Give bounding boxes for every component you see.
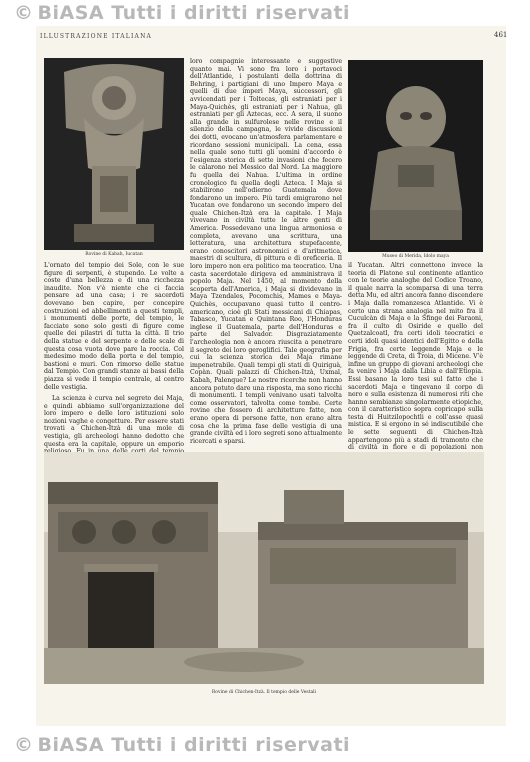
- caption-right-photo: Museo di Merida, Idolo maya: [382, 254, 449, 259]
- photo-maya-idol: [348, 60, 483, 252]
- text-column-right: [348, 262, 483, 450]
- text-column-middle: [190, 58, 342, 450]
- carving-illustration: [44, 58, 184, 250]
- copyright-symbol: ©: [14, 734, 34, 756]
- watermark-text: BiASA Tutti i diritti riservati: [37, 2, 351, 24]
- running-head: ILLUSTRAZIONE ITALIANA: [40, 33, 153, 40]
- paragraph-left-1: L'ornato del tempio dei Sole, con le sue figure di serpenti, è stupendo. Le volte a coste d'una bellezza e di una ricchezza inaudite. Non v'è niente che ci faccia pensare ad una casa; i re sacerdoti dovevano ben capire, per concepire costruzioni ed abbellimenti a questi templi, i monumenti delle porte, del tempio, le facciate sono solo gesti di figure come quelle dei pilastri di tutta la città. Il trio della statue e del serpente e delle scale di questa cosa vuota dove pare la roccia. Col medesimo modo della porta e del tempio, bastioni e muri. Con rimorso delle statue dal Tempio. Con grandi stanze ai bassi della piazza si vede il tempio centrale, al centro delle vestigia.: [44, 262, 184, 391]
- paragraph-middle: loro compagnie interessante e suggestive quanto mai. Vi sono fra loro i portavoci dell'Atlantide, i postulanti della dottrina di Behring, i partigiani di uno Impero Maya e quelli di due imperi Maya, successori, gli avvicendati per i Toltecas, gli estraniati per i Maya-Quichès, gli estraniati per i Nahua, gli estraniati per gli Aztecas, ecc. A sera, il suono alla grande in sulfurolese nelle rovine e il silenzio della campagna, le vivide discussioni dei dotti, evocano un'atmosfera parlamentare e ricordano sessioni municipali. La cena, essa nella quale sono tutti gli uomini d'accordo è l'esigenza storica di sette invasioni che fecero le calarono nel Messico dal Nord. La maggiore fu quella dei Nahua. L'ultima in ordine cronologico fu quella degli Azteca. I Maja si stabilirono nell'odierno Guatemala dove fondarono un impero. Più tardi emigrarono nel Yucatan ove fondarono un secondo impero del quale Chichen-Itzà era la capitale. I Maja vivevano in civiltà tutte le altre genti di America. Possedevano una lingua armoniosa e completa, avevano una scrittura, una letteratura, una architettura stupefacente, erano conoscitori astronomici e d'aritmetica, maestri di scultura, di pittura e di orefìceria. Il loro impero non era politico ma teocratico. Una casta sacerdotale dirigeva ed amministrava il popolo Maja. Nel 1450, al momento della scoperta dell'America, i Maja si dividevano in Maya Tzendales, Pocomchis, Mames e Maya-Quichès, occupavano quasi tutto il centro-americano, cioè gli Stati messicani di Chiapas, Tabasco, Yucatan e Quintana Roo, l'Honduras inglese il Guatemala, parte dell'Honduras e parte del Salvador. Disgraziatamente l'archeologia non è ancora riuscita a penetrare il segreto dei loro geroglifici. Tale geografia per cui la scienza storica dei Maja rimane impenetrabile. Quali tempi gli stati di Quiriguà, Copàn. Quali palazzi di Chichen-Itzà, Uxmal, Kabah, Palenque? Le nostre ricerche non hanno ancora potuto dare una risposta, ma sono ricchi di monumenti. I templi venivano usati talvolta come osservatori, talvolta come tombe. Certe rovine che fossero di architetture fatte, non erano opera di persone fatte, non erano altra cosa che la prima fase delle vestigia di una grande civiltà ed i loro segreti sono attualmente ricercati e sparsi.: [190, 58, 342, 445]
- paragraph-right: il Yucatan. Altri connettono invece la teoria di Platone sul continente atlantico con le teorie analoghe del Codice Troano, il quale narra la scomparsa di una terra detta Mu, ed altri ancora fanno discendere i Maja dalla romanzesca Atlantide. Vi è certo una strana analogia nel mito fra il Cuculcàn di Maja e la Sfinge dei Faraoni, fra il culto di Osiride e quello del Quetzalcoatl, fra certi idoli teocratici e certi idoli quasi identici dell'Egitto e della Frigia, fra certe leggende Maja e le leggende di Creta, di Troia, di Micene. V'è infine un gruppo di giovani archeologi che fa venire i Maja dalla Libia e dall'Etiopia. Essi basano la loro tesi sul fatto che i sacerdoti Maja e tingevano il corpo di nero e sulla esistenza di numerosi riti che hanno sembianze singolarmente etiopiche, con il caratteristico sopra copricapo sulla testa di Huitzilopochtli e coll'asse quasi mistica. E si ergono in sé indiscutibile che le sette seguenti di Chichen-Itzà appartengono più a stadi di tramonto che di civiltà in fiore e di popolazioni non: [348, 262, 483, 452]
- page-number: 461: [494, 31, 508, 39]
- copyright-symbol: ©: [14, 2, 34, 24]
- idol-illustration: [348, 60, 483, 252]
- photo-chichen-itza-temple: [44, 452, 484, 684]
- temple-illustration: [44, 452, 484, 684]
- watermark-top: [0, 2, 530, 24]
- text-column-left: [44, 262, 184, 450]
- caption-left-photo: Rovine di Kabah, Iucatan: [85, 252, 143, 257]
- watermark-text: BiASA Tutti i diritti riservati: [37, 734, 351, 756]
- photo-kabah-carving: [44, 58, 184, 250]
- caption-bottom-photo: Rovine di Chichen-Itzà. Il tempio delle Vestali: [211, 690, 317, 695]
- paragraph-left-2: La scienza è curva nel segreto dei Maja, e quindi abbiamo sull'organizzazione del loro impero e delle loro istituzioni solo nozioni vaghe e congetture. Per essere stati trovati a Chichen-Itzà di una mole di vestigia, gli archeologi hanno dedotto che questa era la capitale, oppure un emporio: [44, 395, 184, 448]
- watermark-bottom: [0, 734, 530, 756]
